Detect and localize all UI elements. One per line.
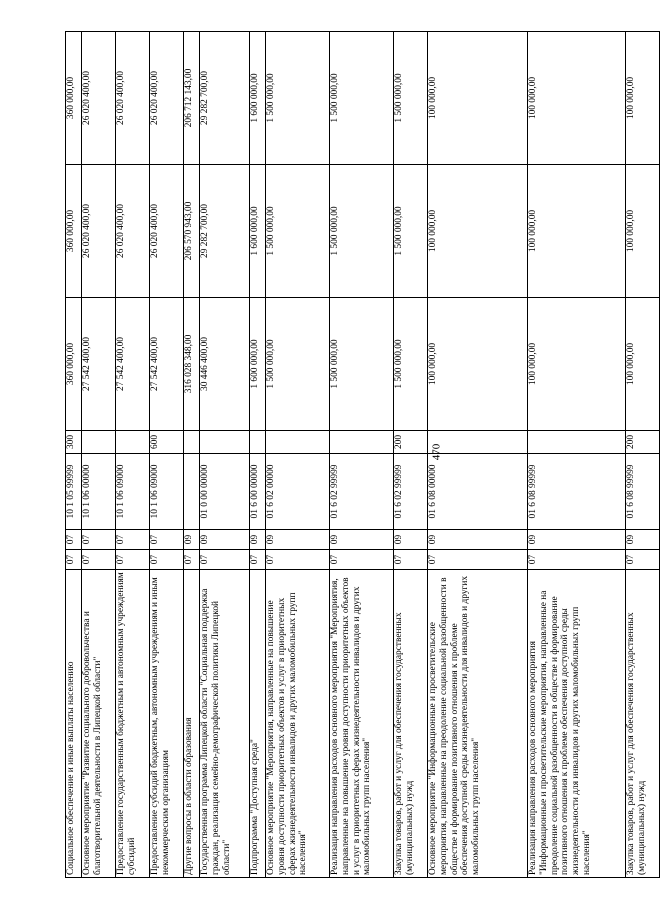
target-article-code <box>184 454 200 530</box>
row-name: Предоставление государственным бюджетным и автономным учреждениям субсидий <box>116 570 150 878</box>
table-row <box>150 32 184 878</box>
amount-3: 26 020 400,00 <box>150 32 184 165</box>
subsection-code: 09 <box>528 530 626 550</box>
amount-2: 29 282 700,00 <box>200 165 250 298</box>
table-row <box>200 32 250 878</box>
table-row <box>184 32 200 878</box>
expense-type-code <box>428 431 528 454</box>
row-name: Государственная программа Липецкой области "Социальная поддержка граждан, реализация семейно-демографической политики Липецкой области" <box>200 570 250 878</box>
subsection-code: 07 <box>150 530 184 550</box>
target-article-code: 01 6 02 99999 <box>330 454 394 530</box>
amount-2: 100 000,00 <box>528 165 626 298</box>
row-name: Реализация направления расходов основного мероприятия "Мероприятия, направленные на повышение уровня доступности приоритетных объектов и услуг в приоритетных сферах жизнедеятельности инвалидов и других маломобильных групп населения" <box>330 570 394 878</box>
section-code: 07 <box>330 550 394 570</box>
amount-3: 360 000,00 <box>66 32 82 165</box>
table-row <box>394 32 428 878</box>
budget-table-container <box>65 32 647 878</box>
expense-type-code: 200 <box>626 431 660 454</box>
section-code: 07 <box>184 550 200 570</box>
amount-1: 100 000,00 <box>428 298 528 431</box>
table-row <box>626 32 660 878</box>
section-code: 07 <box>266 550 330 570</box>
amount-1: 360 000,00 <box>66 298 82 431</box>
amount-2: 1 500 000,00 <box>394 165 428 298</box>
subsection-code: 09 <box>200 530 250 550</box>
row-name: Другие вопросы в области образования <box>184 570 200 878</box>
subsection-code: 09 <box>428 530 528 550</box>
subsection-code: 07 <box>116 530 150 550</box>
target-article-code: 01 6 08 99999 <box>528 454 626 530</box>
expense-type-code <box>250 431 266 454</box>
budget-table-body <box>66 32 660 878</box>
row-name: Подпрограмма "Доступная среда" <box>250 570 266 878</box>
amount-1: 1 600 000,00 <box>250 298 266 431</box>
target-article-code: 01 6 00 00000 <box>250 454 266 530</box>
row-name: Предоставление субсидий бюджетным, автономным учреждениям и иным некоммерческим организациям <box>150 570 184 878</box>
amount-3: 100 000,00 <box>528 32 626 165</box>
amount-1: 1 500 000,00 <box>330 298 394 431</box>
row-name: Закупка товаров, работ и услуг для обеспечения государственных (муниципальных) нужд <box>626 570 660 878</box>
amount-2: 1 500 000,00 <box>330 165 394 298</box>
amount-3: 206 712 143,00 <box>184 32 200 165</box>
amount-3: 1 500 000,00 <box>266 32 330 165</box>
amount-1: 30 446 400,00 <box>200 298 250 431</box>
expense-type-code <box>528 431 626 454</box>
subsection-code: 09 <box>330 530 394 550</box>
expense-type-code <box>184 431 200 454</box>
expense-type-code <box>266 431 330 454</box>
section-code: 07 <box>116 550 150 570</box>
amount-3: 1 500 000,00 <box>330 32 394 165</box>
expense-type-code: 600 <box>150 431 184 454</box>
amount-3: 1 500 000,00 <box>394 32 428 165</box>
section-code: 07 <box>150 550 184 570</box>
amount-2: 1 500 000,00 <box>266 165 330 298</box>
amount-1: 27 542 400,00 <box>150 298 184 431</box>
amount-2: 26 020 400,00 <box>150 165 184 298</box>
subsection-code: 07 <box>82 530 116 550</box>
page-number: 470 <box>430 443 443 461</box>
amount-3: 26 020 400,00 <box>116 32 150 165</box>
table-row <box>266 32 330 878</box>
target-article-code: 01 6 02 99999 <box>394 454 428 530</box>
amount-1: 1 500 000,00 <box>266 298 330 431</box>
amount-2: 100 000,00 <box>428 165 528 298</box>
row-name: Реализация направления расходов основного мероприятия "Информационные и просветительские мероприятия, направленные на преодоление социальной разобщенности в обществе и формирование позитивного отношения к проблеме обеспечения доступной среды жизнедеятельности для инвалидов и других маломобильных групп населения" <box>528 570 626 878</box>
target-article-code: 01 6 08 00000 <box>428 454 528 530</box>
amount-1: 27 542 400,00 <box>82 298 116 431</box>
section-code: 07 <box>394 550 428 570</box>
expense-type-code <box>82 431 116 454</box>
subsection-code: 09 <box>394 530 428 550</box>
expense-type-code <box>330 431 394 454</box>
section-code: 07 <box>250 550 266 570</box>
table-row <box>428 32 528 878</box>
subsection-code: 09 <box>266 530 330 550</box>
table-row <box>116 32 150 878</box>
subsection-code: 07 <box>66 530 82 550</box>
section-code: 07 <box>528 550 626 570</box>
target-article-code: 10 1 06 09000 <box>150 454 184 530</box>
section-code: 07 <box>200 550 250 570</box>
amount-3: 100 000,00 <box>626 32 660 165</box>
row-name: Социальное обеспечение и иные выплаты населению <box>66 570 82 878</box>
section-code: 07 <box>626 550 660 570</box>
budget-table <box>65 31 660 878</box>
row-name: Основное мероприятие "Развитие социального добровольчества и благотворительной деятельности в Липецкой области" <box>82 570 116 878</box>
subsection-code: 09 <box>184 530 200 550</box>
amount-2: 26 020 400,00 <box>82 165 116 298</box>
section-code: 07 <box>66 550 82 570</box>
table-row <box>528 32 626 878</box>
amount-1: 316 028 348,00 <box>184 298 200 431</box>
section-code: 07 <box>428 550 528 570</box>
amount-3: 100 000,00 <box>428 32 528 165</box>
amount-3: 26 020 400,00 <box>82 32 116 165</box>
amount-1: 100 000,00 <box>528 298 626 431</box>
expense-type-code: 200 <box>394 431 428 454</box>
amount-2: 26 020 400,00 <box>116 165 150 298</box>
amount-1: 100 000,00 <box>626 298 660 431</box>
table-row <box>82 32 116 878</box>
expense-type-code <box>116 431 150 454</box>
target-article-code: 10 1 06 09000 <box>116 454 150 530</box>
amount-2: 1 600 000,00 <box>250 165 266 298</box>
amount-2: 360 000,00 <box>66 165 82 298</box>
target-article-code: 01 6 02 00000 <box>266 454 330 530</box>
table-row <box>66 32 82 878</box>
amount-2: 206 570 943,00 <box>184 165 200 298</box>
amount-1: 1 500 000,00 <box>394 298 428 431</box>
target-article-code: 01 0 00 00000 <box>200 454 250 530</box>
expense-type-code <box>200 431 250 454</box>
row-name: Основное мероприятие "Информационные и просветительские мероприятия, направленные на преодоление социальной разобщенности в обществе и формирование позитивного отношения к проблеме обеспечения доступной среды жизнедеятельности для инвалидов и других маломобильных групп населения" <box>428 570 528 878</box>
target-article-code: 10 1 06 00000 <box>82 454 116 530</box>
expense-type-code: 300 <box>66 431 82 454</box>
row-name: Основное мероприятие "Мероприятия, направленные на повышение уровня доступности приоритетных объектов и услуг в приоритетных сферах жизнедеятельности инвалидов и других маломобильных групп населения" <box>266 570 330 878</box>
row-name: Закупка товаров, работ и услуг для обеспечения государственных (муниципальных) нужд <box>394 570 428 878</box>
subsection-code: 09 <box>250 530 266 550</box>
table-row <box>250 32 266 878</box>
subsection-code: 09 <box>626 530 660 550</box>
amount-3: 1 600 000,00 <box>250 32 266 165</box>
target-article-code: 01 6 08 99999 <box>626 454 660 530</box>
amount-2: 100 000,00 <box>626 165 660 298</box>
amount-1: 27 542 400,00 <box>116 298 150 431</box>
amount-3: 29 282 700,00 <box>200 32 250 165</box>
target-article-code: 10 1 05 99999 <box>66 454 82 530</box>
table-row <box>330 32 394 878</box>
section-code: 07 <box>82 550 116 570</box>
